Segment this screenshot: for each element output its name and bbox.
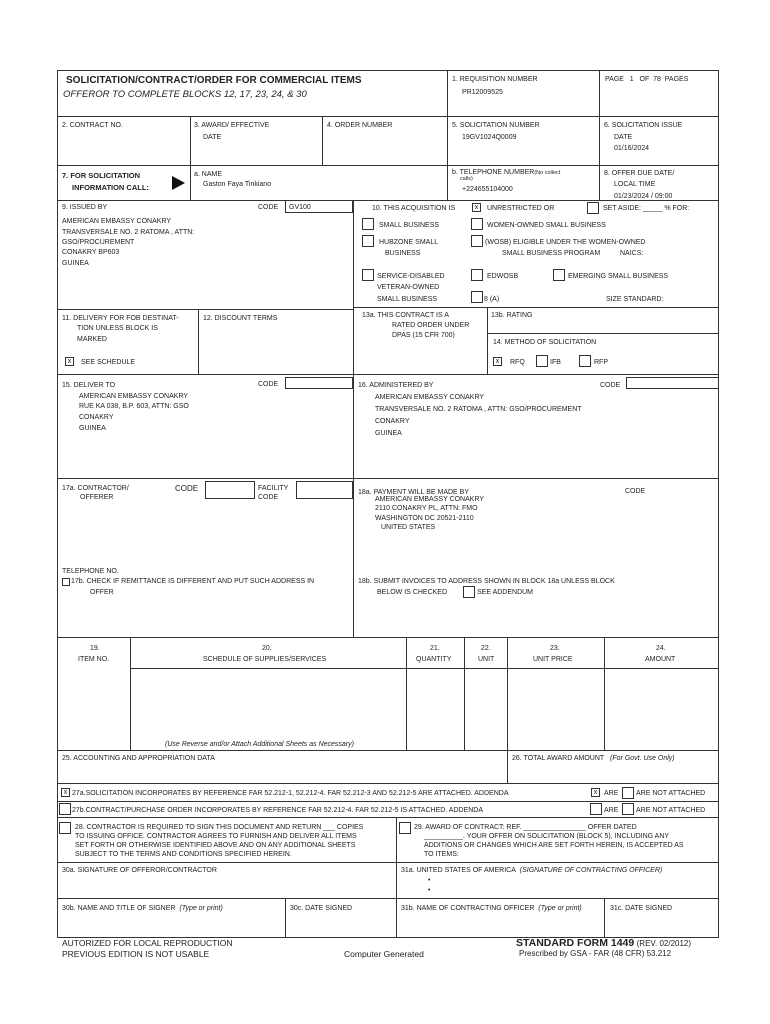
deliver-to-code-box <box>285 377 353 389</box>
naics-label: NAICS: <box>620 250 644 257</box>
rule <box>322 116 323 165</box>
addenda-are-label: ARE <box>604 790 619 797</box>
col-item-num: 19. <box>90 645 100 652</box>
signer-name-label: 30b. NAME AND TITLE OF SIGNER <box>62 905 176 912</box>
administered-by-line: GUINEA <box>375 430 402 437</box>
delivery-label-2: TION UNLESS BLOCK IS <box>77 325 158 332</box>
payment-line: UNITED STATES <box>381 524 436 531</box>
footer-form-name: STANDARD FORM 1449 <box>516 937 635 949</box>
contractor-sign-label-2: TO ISSUING OFFICE. CONTRACTOR AGREES TO FURNISH AND DELIVER ALL ITEMS <box>75 833 357 840</box>
offer-due-label: 8. OFFER DUE DATE/ <box>604 170 675 177</box>
delivery-label-3: MARKED <box>77 336 107 343</box>
administered-by-line: CONAKRY <box>375 418 410 425</box>
col-item-label: ITEM NO. <box>78 656 110 663</box>
deliver-to-line: CONAKRY <box>79 414 114 421</box>
solicitation-number-value: 19GV1024Q0009 <box>462 134 517 141</box>
eight-a-label: 8 (A) <box>484 296 500 303</box>
col-schedule-label: SCHEDULE OF SUPPLIES/SERVICES <box>203 656 327 663</box>
issued-by-line: GUINEA <box>62 260 89 267</box>
sdvosb-checkbox[interactable] <box>362 269 374 281</box>
rule <box>464 637 465 750</box>
small-business-label: SMALL BUSINESS <box>379 222 440 229</box>
rfp-label: RFP <box>594 359 608 366</box>
addenda-not-attached-2-checkbox[interactable] <box>622 803 634 815</box>
rating-label: 13b. RATING <box>491 312 533 319</box>
rfq-checkbox[interactable]: x <box>493 357 502 366</box>
see-schedule-label: SEE SCHEDULE <box>81 359 136 366</box>
solicitation-number-label: 5. SOLICITATION NUMBER <box>452 122 540 129</box>
edwosb-label: EDWOSB <box>487 273 519 280</box>
rule <box>604 637 605 750</box>
rule <box>57 637 719 638</box>
total-award-note: (For Govt. Use Only) <box>610 755 675 762</box>
rated-order-label: 13a. THIS CONTRACT IS A <box>362 312 449 319</box>
col-quantity-num: 21. <box>430 645 440 652</box>
issued-by-line: AMERICAN EMBASSY CONAKRY <box>62 218 172 225</box>
administered-by-code-box <box>626 377 719 389</box>
col-unit-price-num: 23. <box>550 645 560 652</box>
sdvosb-label: SERVICE-DISABLED <box>377 273 445 280</box>
facility-label: FACILITY <box>258 485 289 492</box>
rule <box>57 862 719 863</box>
solicitation-incorporates-label: 27a.SOLICITATION INCORPORATES BY REFERENCE FAR 52.212-1, 52.212-4. FAR 52.212-3 AND 52.212-5 ARE ATTACHED. ADDENDA <box>72 790 509 797</box>
col-unit-label: UNIT <box>478 656 495 663</box>
payment-line: WASHINGTON DC 20521-2110 <box>375 515 474 522</box>
order-number-label: 4. ORDER NUMBER <box>327 122 393 129</box>
col-unit-price-label: UNIT PRICE <box>533 656 573 663</box>
co-date-signed-label: 31c. DATE SIGNED <box>610 905 673 912</box>
issued-by-line: CONAKRY BP603 <box>62 249 120 256</box>
issued-by-line: TRANSVERSALE NO. 2 RATOMA , ATTN: <box>62 229 195 236</box>
unrestricted-checkbox[interactable]: x <box>472 203 481 212</box>
edwosb-checkbox[interactable] <box>471 269 483 281</box>
schedule-note: (Use Reverse and/or Attach Additional Sheets as Necessary) <box>165 741 354 748</box>
remittance-label-2: OFFER <box>90 589 114 596</box>
addenda-are-2-label: ARE <box>604 807 619 814</box>
remittance-checkbox[interactable] <box>62 578 70 586</box>
sdvosb-label-3: SMALL BUSINESS <box>377 296 438 303</box>
deliver-to-line: AMERICAN EMBASSY CONAKRY <box>79 393 189 400</box>
contractor-code-box <box>205 481 255 499</box>
wosb-eligible-label-2: SMALL BUSINESS PROGRAM <box>502 250 601 257</box>
addenda-not-attached-label: ARE NOT ATTACHED <box>636 790 706 797</box>
rule <box>57 116 719 117</box>
addenda-are-checkbox[interactable]: x <box>591 788 600 797</box>
contract-incorporates-label: 27b.CONTRACT/PURCHASE ORDER INCORPORATES BY REFERENCE FAR 52.212-4. FAR 52.212-5 IS ATTACHED. ADDENDA <box>72 807 484 814</box>
arrow-right-icon <box>172 176 185 190</box>
col-amount-num: 24. <box>656 645 666 652</box>
rule <box>57 801 719 802</box>
contact-name-label: a. NAME <box>194 171 223 178</box>
contractor-sign-label-4: SUBJECT TO THE TERMS AND CONDITIONS SPECIFIED HEREIN. <box>75 851 292 858</box>
deliver-to-line: RUE KA 038, B.P. 603, ATTN: GSO <box>79 403 189 410</box>
award-date-label: 3. AWARD/ EFFECTIVE <box>194 122 270 129</box>
size-standard-label: SIZE STANDARD: <box>606 296 664 303</box>
wosb-label: WOMEN-OWNED SMALL BUSINESS <box>487 222 606 229</box>
contract-incorporates-checkbox[interactable] <box>59 803 71 815</box>
for-solicitation-label-2: INFORMATION CALL: <box>72 183 149 192</box>
ifb-label: IFB <box>550 359 561 366</box>
award-label-3: ADDITIONS OR CHANGES WHICH ARE SET FORTH HEREIN, IS ACCEPTED AS <box>424 842 684 849</box>
rule <box>130 668 719 669</box>
emerging-checkbox[interactable] <box>553 269 565 281</box>
facility-code-box <box>296 481 353 499</box>
rule <box>487 333 719 334</box>
rule <box>507 637 508 783</box>
hubzone-label: HUBZONE SMALL <box>379 239 439 246</box>
payment-label: 18a. PAYMENT WILL BE MADE BY <box>358 489 469 496</box>
rule <box>353 200 354 637</box>
col-schedule-num: 20. <box>262 645 272 652</box>
co-name-label: 31b. NAME OF CONTRACTING OFFICER <box>401 905 535 912</box>
set-aside-checkbox[interactable] <box>587 202 599 214</box>
rule <box>190 116 191 200</box>
footer-computer-generated: Computer Generated <box>344 949 424 959</box>
offeror-date-signed-label: 30c. DATE SIGNED <box>290 905 353 912</box>
telephone-label: b. TELEPHONE NUMBER <box>452 169 535 176</box>
method-label: 14. METHOD OF SOLICITATION <box>493 339 597 346</box>
addenda-are-2-checkbox[interactable] <box>590 803 602 815</box>
rule <box>57 165 719 166</box>
rule <box>57 817 719 818</box>
invoices-label-2: BELOW IS CHECKED <box>377 589 448 596</box>
rule <box>353 307 719 308</box>
rule <box>198 309 199 374</box>
col-unit-num: 22. <box>481 645 491 652</box>
facility-label-2: CODE <box>258 494 279 501</box>
rule <box>57 750 719 751</box>
deliver-to-label: 15. DELIVER TO <box>62 382 116 389</box>
contact-name-value: Gaston Faya Tinkiano <box>203 181 272 188</box>
addenda-not-attached-2-label: ARE NOT ATTACHED <box>636 807 706 814</box>
signature-bullet: • <box>428 877 431 884</box>
telephone-value: +224655104000 <box>462 186 513 193</box>
solicitation-incorporates-checkbox[interactable]: x <box>61 788 70 797</box>
rfp-checkbox[interactable] <box>579 355 591 367</box>
form-title: SOLICITATION/CONTRACT/ORDER FOR COMMERCIAL ITEMS <box>66 75 362 86</box>
telephone-note-2: calls) <box>460 176 473 182</box>
rule <box>487 307 488 374</box>
rule <box>130 637 131 750</box>
rule <box>604 898 605 938</box>
rule <box>57 783 719 784</box>
small-business-checkbox[interactable] <box>362 218 374 230</box>
total-award-label: 26. TOTAL AWARD AMOUNT <box>512 755 605 762</box>
issued-by-code-value: GV100 <box>289 204 311 211</box>
usa-signature-label: 31a. UNITED STATES OF AMERICA <box>401 867 516 874</box>
footer-authorized: AUTORIZED FOR LOCAL REPRODUCTION <box>62 938 233 948</box>
col-amount-label: AMOUNT <box>645 656 676 663</box>
award-date-label-2: DATE <box>203 134 222 141</box>
award-label-2: __________. YOUR OFFER ON SOLICITATION (BLOCK 5), INCLUDING ANY <box>424 833 670 840</box>
usa-signature-note: (SIGNATURE OF CONTRACTING OFFICER) <box>519 867 663 874</box>
telephone-no-label: TELEPHONE NO. <box>62 568 119 575</box>
offer-due-value: 01/23/2024 / 09:00 <box>614 193 673 200</box>
wosb-checkbox[interactable] <box>471 218 483 230</box>
signer-name-note: (Type or print) <box>179 905 223 912</box>
emerging-label: EMERGING SMALL BUSINESS <box>568 273 669 280</box>
payment-line: 2110 CONAKRY PL, ATTN: FMO <box>375 505 478 512</box>
issue-date-label-2: DATE <box>614 134 633 141</box>
rule <box>447 70 448 200</box>
issue-date-value: 01/16/2024 <box>614 145 650 152</box>
rule <box>285 898 286 938</box>
footer-prescribed: Prescribed by GSA - FAR (48 CFR) 53.212 <box>519 949 672 958</box>
issue-date-label: 6. SOLICITATION ISSUE <box>604 122 683 129</box>
contractor-sign-checkbox[interactable] <box>59 822 71 834</box>
unrestricted-label: UNRESTRICTED OR <box>487 205 555 212</box>
payment-line: AMERICAN EMBASSY CONAKRY <box>375 496 485 503</box>
telephone-note: (No collect <box>534 170 561 176</box>
accounting-label: 25. ACCOUNTING AND APPROPRIATION DATA <box>62 755 215 762</box>
hubzone-checkbox[interactable] <box>362 235 374 247</box>
deliver-to-code-label: CODE <box>258 381 279 388</box>
administered-by-line: AMERICAN EMBASSY CONAKRY <box>375 394 485 401</box>
rule <box>57 478 719 479</box>
hubzone-label-2: BUSINESS <box>385 250 421 257</box>
contractor-sign-label: 28. CONTRACTOR IS REQUIRED TO SIGN THIS DOCUMENT AND RETURN ___ COPIES <box>75 824 364 831</box>
contractor-sign-label-3: SET FORTH OR OTHERWISE IDENTIFIED ABOVE AND ON ANY ADDITIONAL SHEETS <box>75 842 356 849</box>
signature-bullet: • <box>428 887 431 894</box>
acquisition-label: 10. THIS ACQUISITION IS <box>372 205 456 212</box>
rated-order-label-2: RATED ORDER UNDER <box>392 322 470 329</box>
requisition-number-value: PR12009525 <box>462 89 503 96</box>
wosb-eligible-label: (WOSB) ELIGIBLE UNDER THE WOMEN-OWNED <box>485 239 646 246</box>
co-name-note: (Type or print) <box>538 905 582 912</box>
rated-order-label-3: DPAS (15 CFR 700) <box>392 332 455 339</box>
contractor-label: 17a. CONTRACTOR/ <box>62 485 129 492</box>
see-addendum-label: SEE ADDENDUM <box>477 589 534 596</box>
see-addendum-checkbox[interactable] <box>463 586 475 598</box>
ifb-checkbox[interactable] <box>536 355 548 367</box>
offer-due-label-2: LOCAL TIME <box>614 181 656 188</box>
issued-by-label: 9. ISSUED BY <box>62 204 108 211</box>
deliver-to-line: GUINEA <box>79 425 106 432</box>
rule <box>57 309 353 310</box>
wosb-eligible-checkbox[interactable] <box>471 235 483 247</box>
rule <box>57 374 719 375</box>
contract-no-label: 2. CONTRACT NO. <box>62 122 123 129</box>
issued-by-line: GSO/PROCUREMENT <box>62 239 135 246</box>
for-solicitation-label: 7. FOR SOLICITATION <box>62 171 141 180</box>
rule <box>599 70 600 200</box>
requisition-number-label: 1. REQUISITION NUMBER <box>452 76 538 83</box>
rule <box>396 817 397 938</box>
set-aside-label: SET ASIDE: _____ % FOR: <box>603 205 690 212</box>
offeror-signature-label: 30a. SIGNATURE OF OFFEROR/CONTRACTOR <box>62 867 217 874</box>
award-checkbox[interactable] <box>399 822 411 834</box>
sdvosb-label-2: VETERAN-OWNED <box>377 284 440 291</box>
remittance-label: 17b. CHECK IF REMITTANCE IS DIFFERENT AND PUT SUCH ADDRESS IN <box>71 578 315 585</box>
footer-previous-edition: PREVIOUS EDITION IS NOT USABLE <box>62 949 210 959</box>
administered-by-code-label: CODE <box>600 382 621 389</box>
page-count: PAGE 1 OF 78 PAGES <box>605 76 689 83</box>
delivery-label: 11. DELIVERY FOR FOB DESTINAT- <box>62 315 179 322</box>
addenda-not-attached-checkbox[interactable] <box>622 787 634 799</box>
administered-by-line: TRANSVERSALE NO. 2 RATOMA , ATTN: GSO/PROCUREMENT <box>375 406 582 413</box>
rule <box>406 637 407 750</box>
invoices-label: 18b. SUBMIT INVOICES TO ADDRESS SHOWN IN BLOCK 18a UNLESS BLOCK <box>358 578 615 585</box>
col-quantity-label: QUANTITY <box>416 656 452 663</box>
administered-by-label: 16. ADMINISTERED BY <box>358 382 434 389</box>
footer-form-rev: (REV. 02/2012) <box>636 939 692 948</box>
rfq-label: RFQ <box>510 359 525 366</box>
award-label: 29. AWARD OF CONTRACT: REF. ________________ OFFER DATED <box>414 824 637 831</box>
form-subtitle: OFFEROR TO COMPLETE BLOCKS 12, 17, 23, 24, & 30 <box>63 89 307 100</box>
award-label-4: TO ITEMS: <box>424 851 459 858</box>
eight-a-checkbox[interactable] <box>471 291 483 303</box>
discount-terms-label: 12. DISCOUNT TERMS <box>203 315 278 322</box>
rule <box>57 898 719 899</box>
contractor-label-2: OFFERER <box>80 494 114 501</box>
issued-by-code-label: CODE <box>258 204 279 211</box>
see-schedule-checkbox[interactable]: x <box>65 357 74 366</box>
contractor-code-label: CODE <box>175 484 199 493</box>
payment-code-label: CODE <box>625 488 646 495</box>
